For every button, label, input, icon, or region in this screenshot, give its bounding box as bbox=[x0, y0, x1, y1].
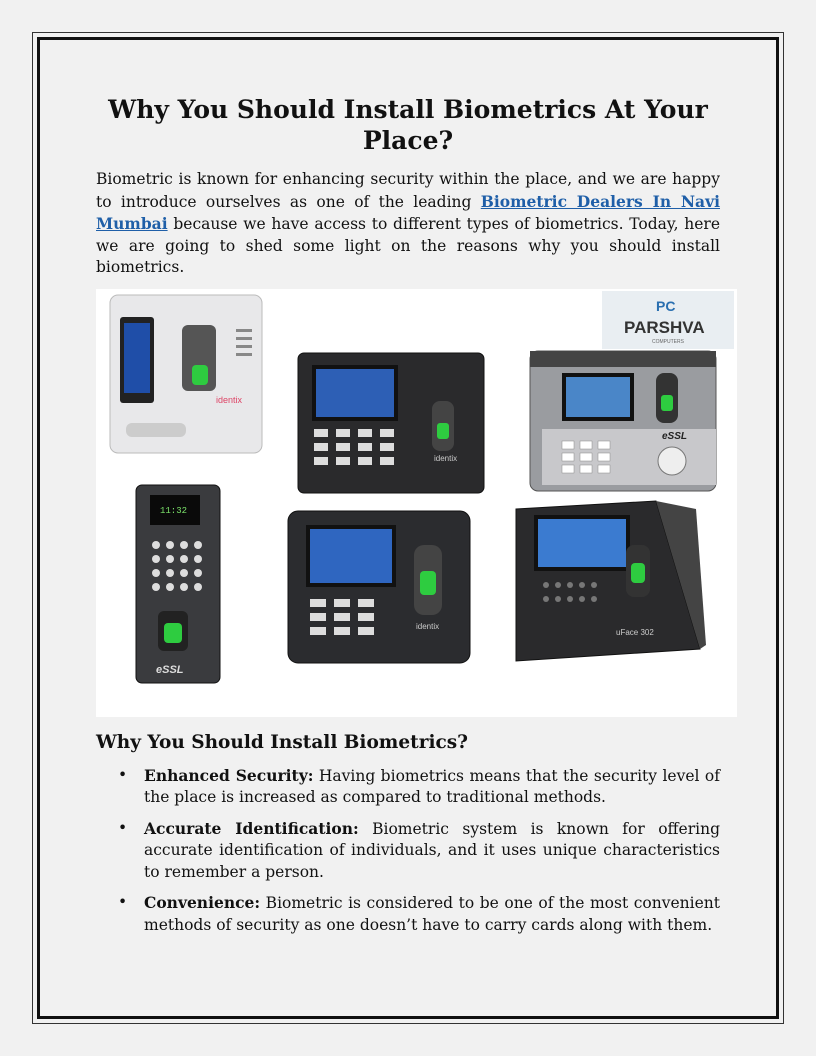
bullet-icon: • bbox=[118, 818, 128, 837]
logo-sub-text: COMPUTERS bbox=[652, 338, 684, 345]
essl-brand-text-2: eSSL bbox=[156, 663, 184, 676]
page-title: Why You Should Install Biometrics At Your Place? bbox=[108, 95, 708, 155]
list-item-label: Convenience: bbox=[144, 893, 261, 912]
intro-text-start: Biometric is known for enhancing security within the place, and we are happy to introduce ourselves as one of the leading bbox=[96, 170, 720, 211]
reasons-list bbox=[96, 765, 720, 937]
list-item bbox=[118, 892, 720, 936]
devices-collage-svg bbox=[96, 289, 737, 717]
logo-mark: PC bbox=[656, 297, 676, 314]
identix-brand-text-2: identix bbox=[434, 453, 458, 463]
parshva-logo bbox=[602, 291, 734, 349]
list-item-text: Biometric system is known for offering accurate identification of individuals, and it uses unique characteristics to remember a person. bbox=[144, 819, 720, 881]
intro-text-end: because we have access to different types of biometrics. Today, here we are going to shed some light on the reasons why you should install biometrics. bbox=[96, 215, 720, 276]
list-item bbox=[118, 818, 720, 884]
bullet-icon: • bbox=[118, 893, 128, 911]
logo-main-text: PARSHVA bbox=[624, 317, 705, 337]
uface-device bbox=[516, 501, 706, 661]
section-heading: Why You Should Install Biometrics? bbox=[96, 731, 468, 753]
identix-keypad-device bbox=[298, 353, 484, 493]
identix-white-device bbox=[110, 295, 262, 453]
essl-tall-device bbox=[136, 485, 220, 683]
identix-brand-text-3: identix bbox=[416, 621, 440, 631]
uface-brand-text: uFace 302 bbox=[616, 627, 654, 637]
clock-display: 11:32 bbox=[160, 505, 188, 516]
document-body bbox=[96, 94, 720, 945]
list-item-text: Biometric is considered to be one of the most convenient methods of security as one doesn’t have to carry cards along with them. bbox=[144, 894, 720, 934]
identix-brand-text-1: identix bbox=[216, 394, 243, 405]
identix-screen-device bbox=[288, 511, 470, 663]
intro-paragraph bbox=[96, 169, 720, 279]
biometric-devices-image bbox=[96, 289, 737, 717]
biometric-dealers-link[interactable]: Biometric Dealers In Navi Mumbai bbox=[96, 191, 720, 233]
list-item-label: Enhanced Security: bbox=[144, 765, 314, 785]
list-item-label: Accurate Identification: bbox=[144, 818, 359, 838]
essl-brand-text-1: eSSL bbox=[662, 430, 688, 442]
essl-silver-device bbox=[530, 351, 716, 491]
bullet-icon: • bbox=[118, 765, 128, 784]
list-item bbox=[118, 765, 720, 809]
list-item-text: Having biometrics means that the security level of the place is increased as compared to traditional methods. bbox=[144, 766, 720, 806]
